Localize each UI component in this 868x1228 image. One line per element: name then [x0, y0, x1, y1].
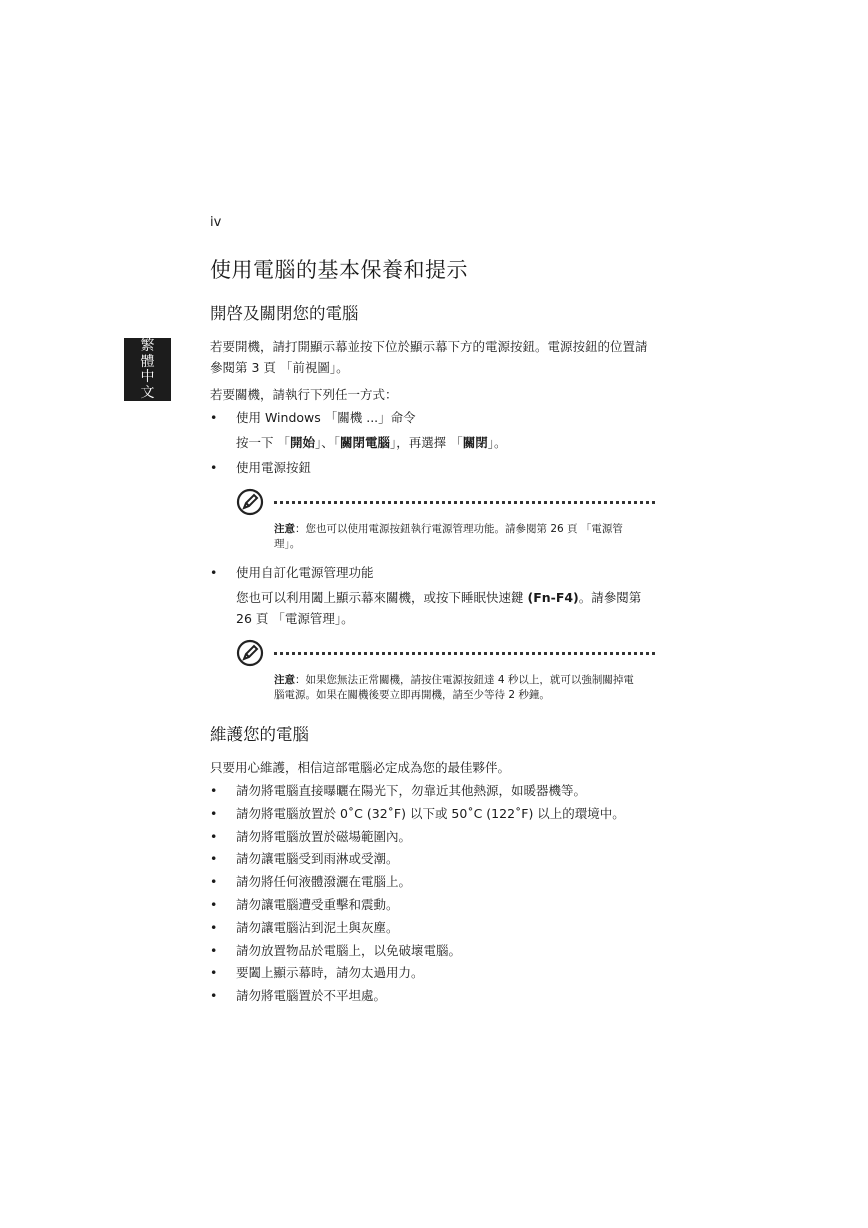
paragraph-care-intro: 只要用心維護，相信這部電腦必定成為您的最佳夥伴。 — [210, 760, 511, 775]
note-pencil-icon — [236, 639, 264, 667]
main-content — [210, 300, 650, 1008]
menu-close-label: 關閉 — [462, 435, 488, 450]
instruction-custom-power — [210, 587, 650, 629]
note-label: 注意 — [274, 674, 295, 686]
list-item-power-button: • 使用電源按鈕 — [210, 457, 650, 478]
list-item: • 要闔上顯示幕時，請勿太過用力。 — [210, 962, 650, 983]
list-item-windows-shutdown: • 使用 Windows 「關機 ...」命令 — [210, 407, 650, 428]
instruction-text: 」、「 — [315, 435, 341, 450]
note-box — [236, 488, 650, 550]
note-pencil-icon — [236, 488, 264, 516]
note-text — [274, 522, 634, 552]
list-item: • 請勿將電腦置於不平坦處。 — [210, 985, 650, 1006]
note-box — [236, 639, 650, 701]
section-heading-care: 維護您的電腦 — [210, 725, 309, 744]
note-text — [274, 673, 634, 703]
section-heading-power: 開啓及關閉您的電腦 — [210, 304, 359, 323]
note-divider — [274, 652, 655, 655]
side-tab-char: 繁 — [140, 338, 155, 354]
page-title: 使用電腦的基本保養和提示 — [210, 258, 468, 282]
list-item-custom-power: • 使用自訂化電源管理功能 — [210, 562, 650, 583]
instruction-text: 」。 — [487, 435, 507, 450]
list-item: • 請勿讓電腦沾到泥土與灰塵。 — [210, 917, 650, 938]
language-side-tab — [124, 338, 171, 401]
instruction-windows-shutdown — [210, 432, 650, 453]
side-tab-char: 體 — [140, 353, 155, 370]
note-body: ：如果您無法正常關機，請按住電源按鈕達 4 秒以上，就可以強制關掉電腦電源。如果在關機後要立即再開機，請至少等待 2 秒鐘。 — [274, 674, 634, 701]
list-item: • 請勿將任何液體潑灑在電腦上。 — [210, 871, 650, 892]
side-tab-char: 文 — [140, 384, 155, 401]
menu-start-label: 開始 — [289, 435, 315, 450]
list-item: • 請勿讓電腦遭受重擊和震動。 — [210, 894, 650, 915]
note-divider — [274, 501, 655, 504]
care-list — [210, 780, 650, 1006]
instruction-text: 」，再選擇 「 — [390, 435, 463, 450]
instruction-text: 按一下 「 — [236, 435, 290, 450]
list-item: • 請勿讓電腦受到雨淋或受潮。 — [210, 848, 650, 869]
paragraph-power-off: 若要關機，請執行下列任一方式： — [210, 387, 398, 402]
instruction-text: 您也可以利用闔上顯示幕來關機，或按下睡眠快速鍵 — [236, 590, 528, 605]
paragraph-power-on: 若要開機，請打開顯示幕並按下位於顯示幕下方的電源按鈕。電源按鈕的位置請參閱第 3 頁 「前視圖」。 — [210, 339, 648, 375]
list-item: • 請勿放置物品於電腦上，以免破壞電腦。 — [210, 940, 650, 961]
hotkey-label: (Fn-F4) — [527, 590, 579, 605]
list-item: • 請勿將電腦直接曝曬在陽光下，勿靠近其他熱源，如暖器機等。 — [210, 780, 650, 801]
note-label: 注意 — [274, 523, 295, 535]
side-tab-char: 中 — [140, 369, 155, 385]
page-number: iv — [210, 215, 222, 230]
list-item: • 請勿將電腦放置於 0˚C (32˚F) 以下或 50˚C (122˚F) 以上的環境中。 — [210, 803, 650, 824]
instruction-text: 。請參閱第 26 頁 「電源管理」。 — [236, 590, 642, 626]
list-item: • 請勿將電腦放置於磁場範圍內。 — [210, 826, 650, 847]
note-body: ：您也可以使用電源按鈕執行電源管理功能。請參閱第 26 頁 「電源管理」。 — [274, 523, 623, 550]
menu-shutdown-label: 關閉電腦 — [340, 435, 391, 450]
